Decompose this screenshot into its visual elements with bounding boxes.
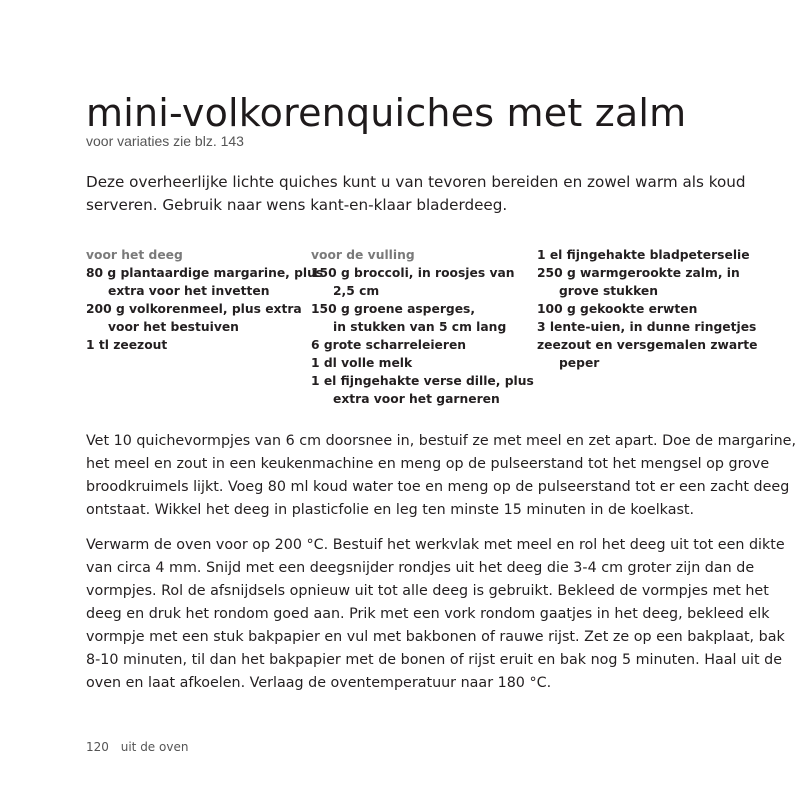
ingredient-item	[86, 300, 306, 336]
ingredient-line: 3 lente-uien, in dunne ringetjes	[537, 320, 757, 334]
ingredient-line: 2,5 cm	[333, 284, 380, 298]
method-line: Vet 10 quichevormpjes van 6 cm doorsnee in, bestuif ze met meel en zet apart. Doe de margarine,	[86, 433, 797, 449]
ingredient-line: 150 g groene asperges,	[311, 302, 476, 316]
method-paragraph	[86, 430, 797, 522]
ingredient-line: 200 g volkorenmeel, plus extra	[86, 302, 302, 316]
ingredient-item	[311, 264, 531, 300]
section-name: uit de oven	[120, 740, 189, 754]
ingredient-item	[537, 300, 757, 318]
ingredient-item	[311, 300, 531, 336]
ingredient-line: 100 g gekookte erwten	[537, 302, 698, 316]
ingredient-item	[537, 336, 757, 372]
page-title: mini-volkorenquiches met zalm	[86, 91, 687, 136]
ingredient-line: in stukken van 5 cm lang	[333, 320, 507, 334]
method-line: Verwarm de oven voor op 200 °C. Bestuif het werkvlak met meel en rol het deeg uit tot een dikte	[86, 537, 785, 553]
ingredient-line: 80 g plantaardige margarine, plus	[86, 266, 324, 280]
ingredients-column-filling-continued	[537, 246, 757, 372]
intro-line: Deze overheerlijke lichte quiches kunt u van tevoren bereiden en zowel warm als koud	[86, 173, 746, 191]
method-text	[86, 430, 797, 707]
page-footer	[86, 740, 188, 754]
ingredient-item	[311, 354, 531, 372]
ingredient-line: 1 dl volle melk	[311, 356, 413, 370]
ingredient-line: extra voor het invetten	[108, 284, 270, 298]
ingredient-line: 250 g warmgerookte zalm, in	[537, 266, 740, 280]
method-line: het meel en zout in een keukenmachine en meng op de pulseerstand tot het mengsel op grove	[86, 456, 770, 472]
ingredient-line: 1 el fijngehakte bladpeterselie	[537, 248, 750, 262]
method-paragraph	[86, 534, 785, 695]
ingredient-item	[86, 336, 306, 354]
ingredients-column-dough	[86, 246, 324, 354]
method-line: van circa 4 mm. Snijd met een deegsnijder rondjes uit het deeg die 3-4 cm groter zijn dan de	[86, 560, 755, 576]
method-line: oven en laat afkoelen. Verlaag de oventemperatuur naar 180 °C.	[86, 675, 552, 691]
ingredient-line: 6 grote scharreleieren	[311, 338, 467, 352]
ingredient-item	[86, 264, 324, 300]
ingredient-item	[537, 246, 757, 264]
method-line: broodkruimels lijkt. Voeg 80 ml koud water toe en meng op de pulseerstand tot er een zacht deeg	[86, 479, 790, 495]
ingredient-line: grove stukken	[559, 284, 659, 298]
ingredient-line: extra voor het garneren	[333, 392, 500, 406]
ingredient-item	[311, 336, 531, 354]
ingredients-column-filling	[311, 246, 534, 408]
method-line: vormpje met een stuk bakpapier en vul met bakbonen of rauwe rijst. Zet ze op een bakplaat, bak	[86, 629, 785, 645]
ingredient-item	[311, 372, 534, 408]
ingredient-line: 1 tl zeezout	[86, 338, 168, 352]
method-line: vormpjes. Rol de afsnijdsels opnieuw uit tot alle deeg is gebruikt. Bekleed de vormpjes met het	[86, 583, 769, 599]
ingredient-line: voor het bestuiven	[108, 320, 239, 334]
ingredient-item	[537, 318, 757, 336]
intro-line: serveren. Gebruik naar wens kant-en-klaar bladerdeeg.	[86, 196, 508, 214]
ingredient-line: peper	[559, 356, 600, 370]
ingredient-line: 1 el fijngehakte verse dille, plus	[311, 374, 534, 388]
variation-note: voor variaties zie blz. 143	[86, 133, 244, 149]
page-number: 120	[86, 740, 109, 754]
ingredient-line: zeezout en versgemalen zwarte	[537, 338, 758, 352]
intro-text	[86, 171, 746, 217]
method-line: deeg en druk het rondom goed aan. Prik met een vork rondom gaatjes in het deeg, bekleed elk	[86, 606, 770, 622]
ingredients-heading: voor de vulling	[311, 248, 415, 262]
ingredient-line: 150 g broccoli, in roosjes van	[311, 266, 515, 280]
ingredient-item	[537, 264, 757, 300]
method-line: ontstaat. Wikkel het deeg in plasticfolie en leg ten minste 15 minuten in de koelkast.	[86, 502, 695, 518]
ingredients-heading: voor het deeg	[86, 248, 183, 262]
method-line: 8-10 minuten, til dan het bakpapier met de bonen of rijst eruit en bak nog 5 minuten. Haal uit de	[86, 652, 783, 668]
